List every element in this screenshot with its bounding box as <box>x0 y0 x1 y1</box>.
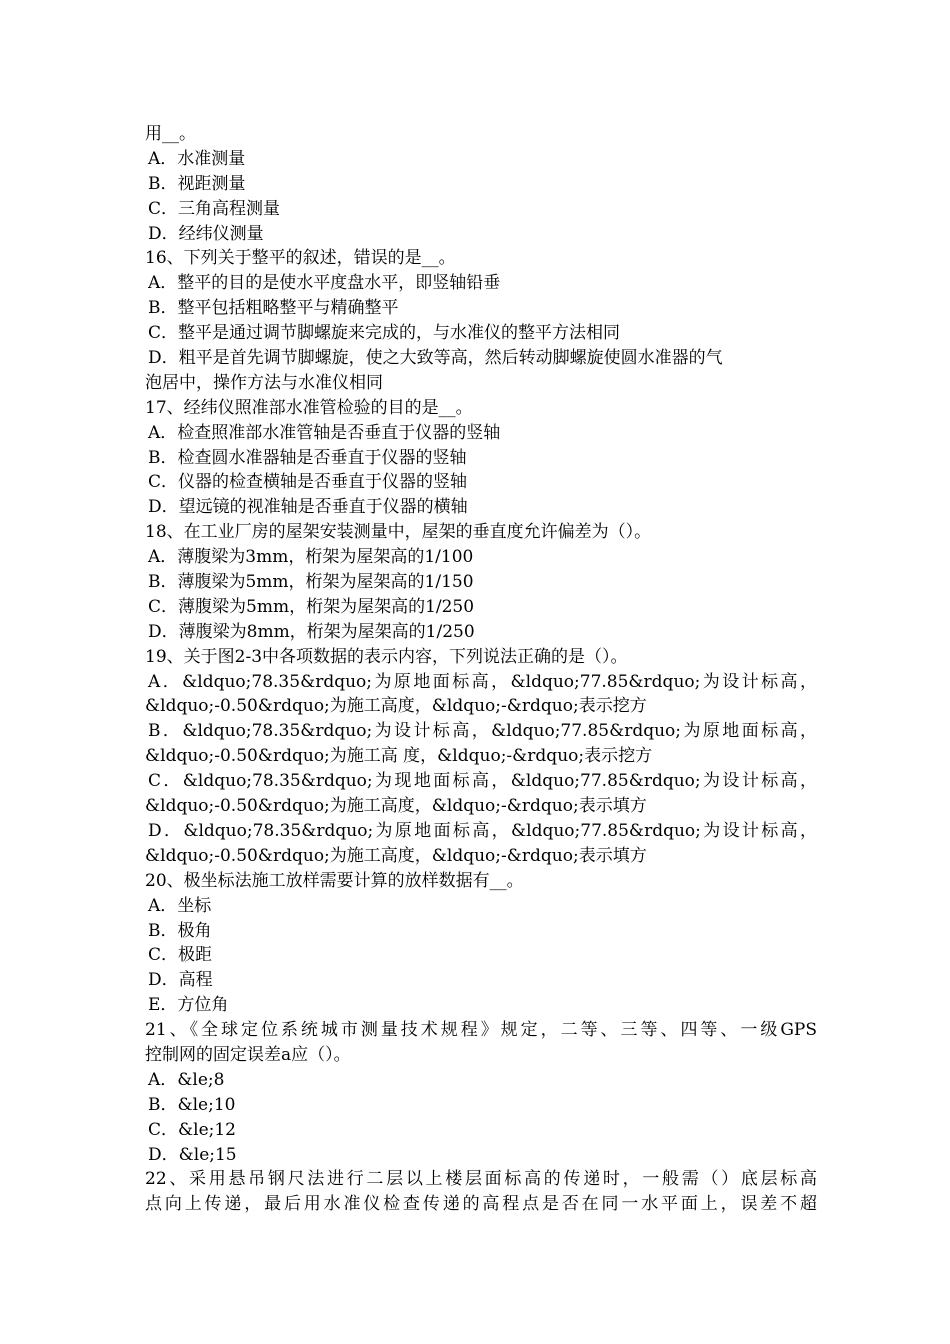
answer-option-line: B．&le;10 <box>148 1094 236 1115</box>
answer-option-line: C．极距 <box>148 945 213 966</box>
answer-option-line: C．&ldquo;78.35&rdquo;为现地面标高，&ldquo;77.85&rdquo;为设计标高， <box>148 771 817 792</box>
answer-option-line: A．坐标 <box>148 895 212 916</box>
answer-option-line: C．三角高程测量 <box>148 198 281 219</box>
answer-option-line: C．&le;12 <box>148 1119 236 1140</box>
answer-option-line: C．整平是通过调节脚螺旋来完成的，与水准仪的整平方法相同 <box>148 323 621 344</box>
answer-option-line: A．水准测量 <box>148 148 246 169</box>
answer-option-line: B．检查圆水准器轴是否垂直于仪器的竖轴 <box>148 447 467 468</box>
answer-option-line: A．检查照准部水准管轴是否垂直于仪器的竖轴 <box>148 422 501 443</box>
question-text-line: 18、在工业厂房的屋架安装测量中，屋架的垂直度允许偏差为（）。 <box>145 522 652 543</box>
answer-option-line: B．极角 <box>148 920 212 941</box>
question-text-line: 22、采用悬吊钢尺法进行二层以上楼层面标高的传递时，一般需（）底层标高 <box>145 1169 817 1190</box>
question-text-line: 19、关于图2-3中各项数据的表示内容，下列说法正确的是（）。 <box>145 646 628 667</box>
answer-option-line: E．方位角 <box>148 995 229 1016</box>
question-text-line: 点向上传递，最后用水准仪检查传递的高程点是否在同一水平面上，误差不超 <box>145 1194 817 1215</box>
answer-option-line: D．高程 <box>148 970 213 991</box>
question-text-line: 20、极坐标法施工放样需要计算的放样数据有__。 <box>145 870 524 891</box>
answer-option-line: D．望远镜的视准轴是否垂直于仪器的横轴 <box>148 497 468 518</box>
answer-option-line: B．薄腹梁为5mm，桁架为屋架高的1/150 <box>148 572 474 593</box>
question-text-line: 17、经纬仪照准部水准管检验的目的是__。 <box>145 397 473 418</box>
answer-option-line: A．&ldquo;78.35&rdquo;为原地面标高，&ldquo;77.85&rdquo;为设计标高， <box>148 671 817 692</box>
question-text-body <box>145 122 817 1217</box>
question-text-line: 控制网的固定误差a应（）。 <box>145 1044 351 1065</box>
answer-option-line: D．粗平是首先调节脚螺旋，使之大致等高，然后转动脚螺旋使圆水准器的气 <box>148 348 723 369</box>
answer-option-line: C．仪器的检查横轴是否垂直于仪器的竖轴 <box>148 472 468 493</box>
question-text-line: &ldquo;-0.50&rdquo;为施工高 度，&ldquo;-&rdquo;表示挖方 <box>145 746 653 767</box>
question-text-line: 泡居中，操作方法与水准仪相同 <box>145 372 383 393</box>
answer-option-line: A．&le;8 <box>148 1069 225 1090</box>
answer-option-line: D．&ldquo;78.35&rdquo;为原地面标高，&ldquo;77.85&rdquo;为设计标高， <box>148 820 817 841</box>
question-text-line: 16、下列关于整平的叙述，错误的是__。 <box>145 248 456 269</box>
answer-option-line: C．薄腹梁为5mm，桁架为屋架高的1/250 <box>148 596 475 617</box>
answer-option-line: D．经纬仪测量 <box>148 223 264 244</box>
answer-option-line: D．&le;15 <box>148 1144 237 1165</box>
answer-option-line: B．&ldquo;78.35&rdquo;为设计标高，&ldquo;77.85&rdquo;为原地面标高， <box>148 721 817 742</box>
answer-option-line: B．整平包括粗略整平与精确整平 <box>148 298 399 319</box>
question-text-line: 用__。 <box>145 124 196 144</box>
question-text-line: &ldquo;-0.50&rdquo;为施工高度，&ldquo;-&rdquo;表示填方 <box>145 845 647 866</box>
answer-option-line: A．薄腹梁为3mm，桁架为屋架高的1/100 <box>148 547 474 568</box>
question-text-line: 21、《全球定位系统城市测量技术规程》规定，二等、三等、四等、一级GPS <box>145 1020 817 1041</box>
answer-option-line: B．视距测量 <box>148 173 246 194</box>
answer-option-line: D．薄腹梁为8mm，桁架为屋架高的1/250 <box>148 621 475 642</box>
question-text-line: &ldquo;-0.50&rdquo;为施工高度，&ldquo;-&rdquo;表示挖方 <box>145 696 647 717</box>
answer-option-line: A．整平的目的是使水平度盘水平，即竖轴铅垂 <box>148 273 501 294</box>
question-text-line: &ldquo;-0.50&rdquo;为施工高度，&ldquo;-&rdquo;表示填方 <box>145 796 647 817</box>
